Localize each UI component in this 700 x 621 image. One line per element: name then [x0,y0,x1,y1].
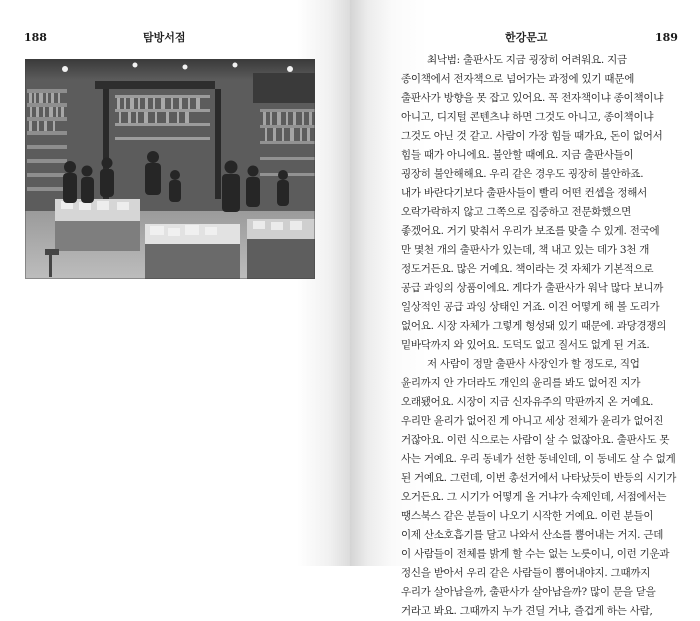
paragraph-line: 땡스북스 같은 분들이 나오기 시작한 거예요. 이런 분들이 [401,510,654,522]
paragraph-line: 출판사가 방향을 못 잡고 있어요. 꼭 전자책이냐 종이책이냐 [401,92,664,104]
paragraph-line: 우리가 살아남을까, 출판사가 살아남을까? 많이 문을 닫을 [401,586,656,598]
paragraph-line: 밑바닥까지 와 있어요. 도덕도 없고 질서도 없게 된 거죠. [401,339,650,351]
running-title: 탐방서점 [143,31,186,44]
left-page [0,0,350,566]
paragraph-line: 그것도 아닌 것 같고. 사람이 가장 힘들 때가요, 돈이 없어서 [401,130,663,142]
paragraph-line: 좋겠어요. 거기 맞춰서 우리가 보조를 맞출 수 있게. 전국에 [401,225,660,237]
paragraph-line: 오거든요. 그 시기가 어떻게 올 거냐가 숙제인데, 서점에서는 [401,491,667,503]
body-text [401,51,677,621]
paragraph-line: 오래됐어요. 시장이 지금 신자유주의 막판까지 온 거예요. [401,396,654,408]
paragraph-line: 윤리까지 안 가더라도 개인의 윤리를 봐도 없어진 지가 [401,377,641,389]
paragraph-line: 없어요. 시장 자체가 그렇게 형성돼 있기 때문에. 과당경쟁의 [401,320,667,332]
paragraph-line: 사는 거예요. 우리 동네가 선한 동네인데, 이 동네도 살 수 없게 [401,453,676,465]
paragraph-line: 공급 과잉의 상품이에요. 게다가 출판사가 워낙 많다 보니까 [401,282,664,294]
paragraph-line: 만 몇천 개의 출판사가 있는데, 책 내고 있는 데가 3천 개 [401,244,650,256]
paragraph-line: 정신을 받아서 우리 같은 사람들이 뿜어내야지. 그때까지 [401,567,651,579]
paragraph-line: 우리만 윤리가 없어진 게 아니고 세상 전체가 윤리가 없어진 [401,415,664,427]
paragraph-line: 굉장히 불안해해요. 우리 같은 경우도 굉장히 불안하죠. [401,168,644,180]
paragraph-first-line: 최낙범: 출판사도 지금 굉장히 어려워요. 지금 [427,54,627,66]
paragraph-line: 이제 산소호흡기를 달고 나와서 산소를 뿜어내는 거지. 근데 [401,529,664,541]
paragraph-line: 된 거예요. 그런데, 이번 총선거에서 나타났듯이 반등의 시기가 [401,472,677,484]
paragraph-line: 오락가락하지 않고 그쪽으로 집중하고 전문화했으면 [401,206,631,218]
paragraph-line: 내가 바란다기보다 출판사들이 빨리 어떤 컨셉을 정해서 [401,187,648,199]
paragraph-line: 아니고, 디지털 콘텐츠냐 하면 그것도 아니고, 종이책이냐 [401,111,654,123]
paragraph-line: 정도거든요. 많은 거예요. 책이라는 것 자체가 기본적으로 [401,263,654,275]
paragraph-line: 거잖아요. 이런 식으로는 사람이 살 수 없잖아요. 출판사도 못 [401,434,670,446]
paragraph-line: 거라고 봐요. 그때까지 누가 견딜 거냐, 즐겁게 하는 사람, [401,605,653,617]
paragraph-line: 종이책에서 전자책으로 넘어가는 과정에 있기 때문에 [401,73,635,85]
paragraph-line: 일상적인 공급 과잉 상태인 거죠. 이건 어떻게 해 볼 도리가 [401,301,660,313]
paragraph-line: 이 사람들이 전체를 밝게 할 수는 없는 노릇이니, 이런 기운과 [401,548,670,560]
page-number: 189 [655,31,678,44]
page-number: 188 [24,31,47,44]
paragraph-first-line: 저 사람이 정말 출판사 사장인가 할 정도로, 직업 [427,358,640,370]
bookstore-photo [25,59,315,279]
paragraph-line: 힘들 때가 아니에요. 불안할 때예요. 지금 출판사들이 [401,149,634,161]
running-title: 한강문고 [505,31,548,44]
